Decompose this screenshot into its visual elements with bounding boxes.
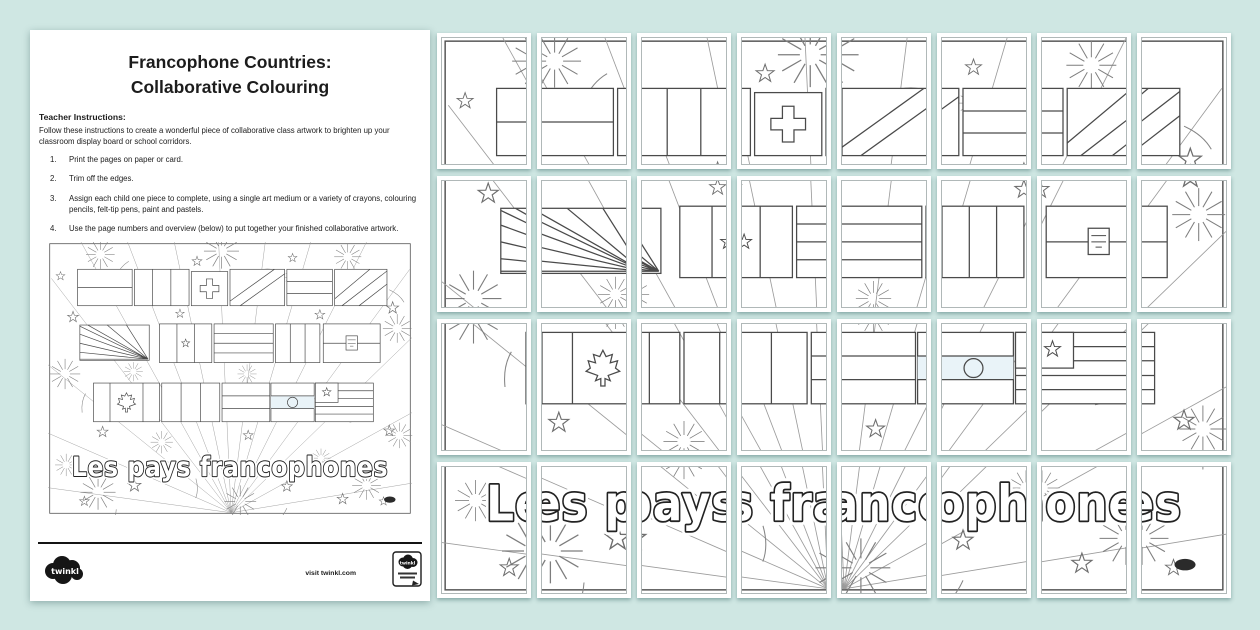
piece-art <box>441 37 527 165</box>
instruction-step <box>50 223 417 234</box>
piece-card-r3-c3 <box>637 319 731 455</box>
instructions-intro: Follow these instructions to create a wonderful piece of collaborative class artwork to brighten up your classroom display board or school corridors. <box>39 125 390 147</box>
piece-card-r2-c6 <box>937 176 1031 312</box>
artwork-overview-svg <box>40 242 420 515</box>
piece-card-r1-c1 <box>437 33 531 169</box>
piece-art <box>1141 323 1227 451</box>
piece-art <box>1141 37 1227 165</box>
piece-card-r1-c4 <box>737 33 831 169</box>
artwork-overview-preview <box>40 242 420 515</box>
piece-card-r1-c8 <box>1137 33 1231 169</box>
piece-art <box>741 180 827 308</box>
piece-card-r2-c3 <box>637 176 731 312</box>
piece-art <box>841 37 927 165</box>
instruction-step <box>50 173 417 184</box>
piece-art <box>441 180 527 308</box>
piece-art <box>641 37 727 165</box>
twinkl-logo-text: twinkl <box>51 567 79 576</box>
page-title-line2: Collaborative Colouring <box>130 77 330 98</box>
instruction-step <box>50 154 417 165</box>
instructions-heading: Teacher Instructions: <box>39 111 126 122</box>
twinkl-logo-icon <box>41 553 91 592</box>
piece-card-r2-c8 <box>1137 176 1231 312</box>
piece-card-r1-c5 <box>837 33 931 169</box>
page-footer <box>38 542 422 577</box>
instructions-page <box>30 30 430 601</box>
piece-card-r1-c6 <box>937 33 1031 169</box>
page-title-line1: Francophone Countries: <box>128 52 332 72</box>
piece-art <box>741 466 827 594</box>
piece-card-r3-c5 <box>837 319 931 455</box>
piece-card-r2-c1 <box>437 176 531 312</box>
piece-card-r4-c8 <box>1137 462 1231 598</box>
piece-art <box>841 323 927 451</box>
piece-art <box>1041 466 1127 594</box>
colouring-pieces-grid <box>437 33 1231 598</box>
piece-art <box>441 323 527 451</box>
piece-card-r2-c5 <box>837 176 931 312</box>
piece-art <box>941 323 1027 451</box>
step-number: 1. <box>50 155 57 165</box>
piece-art <box>941 37 1027 165</box>
piece-card-r2-c7 <box>1037 176 1131 312</box>
piece-card-r3-c1 <box>437 319 531 455</box>
twinkl-quality-badge-icon <box>392 551 422 593</box>
piece-card-r2-c4 <box>737 176 831 312</box>
piece-card-r4-c6 <box>937 462 1031 598</box>
piece-card-r2-c2 <box>537 176 631 312</box>
step-text: Assign each child one piece to complete, using a single art medium or a variety of crayons, colouring pencils, felt-tip pens, paint and pastels. <box>69 193 417 215</box>
piece-art <box>641 180 727 308</box>
visit-twinkl-text: visit twinkl.com <box>305 570 356 577</box>
step-number: 2. <box>50 174 57 184</box>
step-text: Trim off the edges. <box>69 174 134 184</box>
piece-art <box>1141 466 1227 594</box>
piece-card-r4-c7 <box>1037 462 1131 598</box>
piece-card-r4-c4 <box>737 462 831 598</box>
piece-card-r3-c4 <box>737 319 831 455</box>
step-text: Use the page numbers and overview (below) to put together your finished collaborative artwork. <box>69 224 399 234</box>
step-number: 3. <box>50 193 57 203</box>
piece-art <box>641 466 727 594</box>
piece-art <box>541 466 627 594</box>
piece-art <box>641 323 727 451</box>
piece-art <box>541 37 627 165</box>
piece-card-r1-c7 <box>1037 33 1131 169</box>
badge-brand-text: twinkl <box>399 561 416 567</box>
page-title <box>40 50 420 101</box>
step-number: 4. <box>50 224 57 234</box>
step-text: Print the pages on paper or card. <box>69 155 183 165</box>
piece-art <box>741 323 827 451</box>
piece-art <box>1041 180 1127 308</box>
piece-art <box>1041 37 1127 165</box>
piece-art <box>441 466 527 594</box>
piece-card-r4-c1 <box>437 462 531 598</box>
piece-card-r3-c2 <box>537 319 631 455</box>
piece-art <box>741 37 827 165</box>
piece-card-r1-c2 <box>537 33 631 169</box>
piece-art <box>541 323 627 451</box>
piece-art <box>941 466 1027 594</box>
piece-art <box>541 180 627 308</box>
piece-card-r3-c7 <box>1037 319 1131 455</box>
instruction-steps-list <box>39 154 421 234</box>
piece-card-r3-c6 <box>937 319 1031 455</box>
piece-art <box>841 466 927 594</box>
piece-card-r3-c8 <box>1137 319 1231 455</box>
piece-art <box>1041 323 1127 451</box>
piece-card-r4-c3 <box>637 462 731 598</box>
piece-card-r1-c3 <box>637 33 731 169</box>
teacher-instructions <box>39 112 421 235</box>
piece-card-r4-c5 <box>837 462 931 598</box>
instruction-step <box>50 193 417 216</box>
piece-card-r4-c2 <box>537 462 631 598</box>
piece-art <box>941 180 1027 308</box>
piece-art <box>1141 180 1227 308</box>
piece-art <box>841 180 927 308</box>
